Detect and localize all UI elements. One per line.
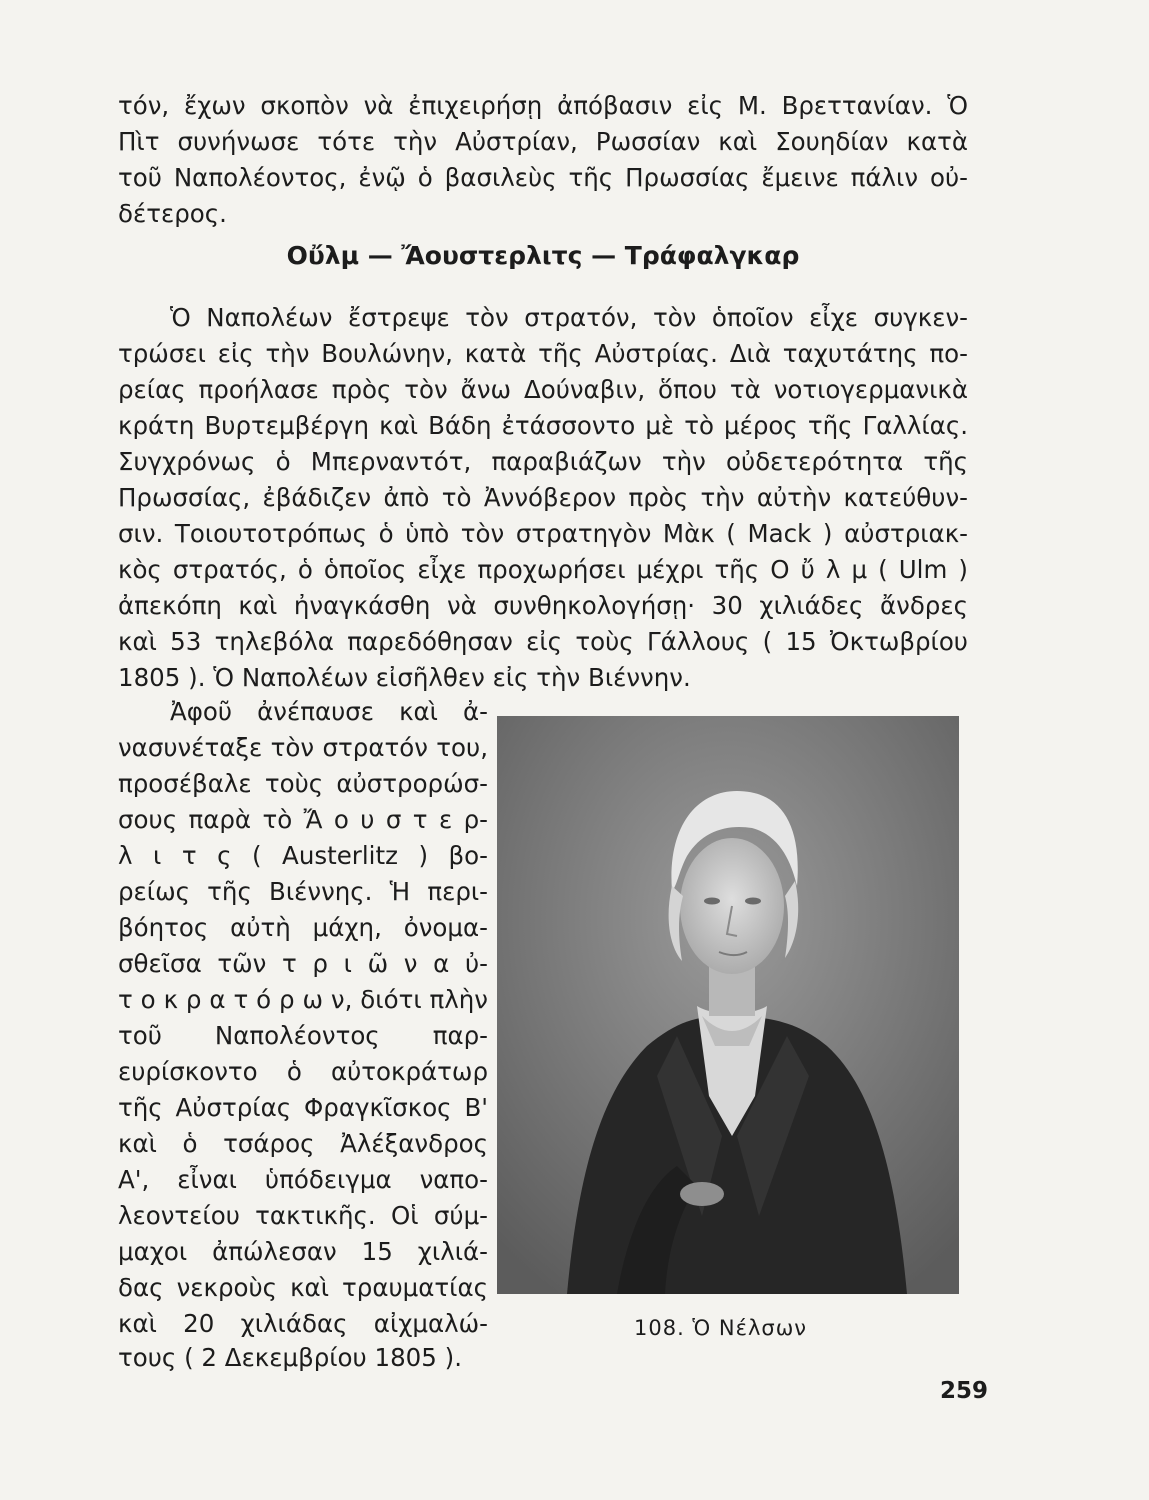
- text-line: Α', εἶναι ὑπόδειγμα ναπο-: [118, 1165, 488, 1194]
- figure-caption: 108. Ὁ Νέλσων: [634, 1316, 808, 1340]
- text-line: λ ι τ ς ( Austerlitz ) βο-: [118, 841, 488, 870]
- text-line: νασυνέταξε τὸν στρατόν του,: [118, 733, 488, 762]
- section-heading: Οὔλμ — Ἄουστερλιτς — Τράφαλγκαρ: [286, 241, 800, 270]
- text-line: ευρίσκοντο ὁ αὐτοκράτωρ: [118, 1057, 488, 1086]
- text-line: δας νεκροὺς καὶ τραυματίας: [118, 1273, 488, 1302]
- text-line: μαχοι ἀπώλεσαν 15 χιλιά-: [118, 1237, 488, 1266]
- text-line: τρώσει εἰς τὴν Βουλώνην, κατὰ τῆς Αὐστρίας. Διὰ ταχυτάτης πο-: [118, 339, 968, 368]
- text-line: τους ( 2 Δεκεμβρίου 1805 ).: [118, 1343, 462, 1372]
- text-line: κράτη Βυρτεμβέργη καὶ Βάδη ἐτάσσοντο μὲ τὸ μέρος τῆς Γαλλίας.: [118, 411, 968, 440]
- text-line: σιν. Τοιουτοτρόπως ὁ ὑπὸ τὸν στρατηγὸν Μὰκ ( Mack ) αὐστριακ-: [118, 519, 968, 548]
- nelson-portrait: [497, 716, 959, 1294]
- text-line: τοῦ Ναπολέοντος, ἐνῷ ὁ βασιλεὺς τῆς Πρωσσίας ἔμεινε πάλιν οὐ-: [118, 163, 968, 192]
- text-line: Πρωσσίας, ἐβάδιζεν ἀπὸ τὸ Ἀννόβερον πρὸς τὴν αὐτὴν κατεύθυν-: [118, 483, 968, 512]
- text-line: λεοντείου τακτικῆς. Οἱ σύμ-: [118, 1201, 488, 1230]
- page-number: 259: [940, 1378, 989, 1404]
- text-line: καὶ 53 τηλεβόλα παρεδόθησαν εἰς τοὺς Γάλλους ( 15 Ὀκτωβρίου: [118, 627, 968, 656]
- text-line: Συγχρόνως ὁ Μπερναντότ, παραβιάζων τὴν οὐδετερότητα τῆς: [118, 447, 968, 476]
- text-line: Πὶτ συνήνωσε τότε τὴν Αὐστρίαν, Ρωσσίαν καὶ Σουηδίαν κατὰ: [118, 127, 968, 156]
- text-line: κὸς στρατός, ὁ ὁποῖος εἶχε προχωρήσει μέχρι τῆς Ο ὔ λ μ ( Ulm ): [118, 555, 968, 584]
- text-line: βόητος αὐτὴ μάχη, ὀνομα-: [118, 913, 488, 942]
- text-line: τῆς Αὐστρίας Φραγκῖσκος Β': [118, 1093, 488, 1122]
- text-line: σους παρὰ τὸ Ἄ ο υ σ τ ε ρ-: [118, 805, 488, 834]
- text-line: τόν, ἔχων σκοπὸν νὰ ἐπιχειρήσῃ ἀπόβασιν εἰς Μ. Βρεττανίαν. Ὁ: [118, 91, 968, 120]
- text-line: Ὁ Ναπολέων ἔστρεψε τὸν στρατόν, τὸν ὁποῖον εἶχε συγκεν-: [170, 303, 968, 332]
- text-line: ρείως τῆς Βιέννης. Ἡ περι-: [118, 877, 488, 906]
- text-line: σθεῖσα τῶν τ ρ ι ῶ ν α ὐ-: [118, 949, 488, 978]
- text-line: τ ο κ ρ α τ ό ρ ω ν, διότι πλὴν: [118, 985, 488, 1014]
- text-line: τοῦ Ναπολέοντος παρ-: [118, 1021, 488, 1050]
- text-line: ἀπεκόπη καὶ ἠναγκάσθη νὰ συνθηκολογήσῃ· 30 χιλιάδες ἄνδρες: [118, 591, 968, 620]
- text-line: ρείας προήλασε πρὸς τὸν ἄνω Δούναβιν, ὅπου τὰ νοτιογερμανικὰ: [118, 375, 968, 404]
- text-line: δέτερος.: [118, 199, 227, 228]
- text-line: καὶ 20 χιλιάδας αἰχμαλώ-: [118, 1309, 488, 1338]
- text-line: 1805 ). Ὁ Ναπολέων εἰσῆλθεν εἰς τὴν Βιέννην.: [118, 663, 691, 692]
- text-line: προσέβαλε τοὺς αὐστρορώσ-: [118, 769, 488, 798]
- text-line: καὶ ὁ τσάρος Ἀλέξανδρος: [118, 1129, 488, 1158]
- text-line: Ἀφοῦ ἀνέπαυσε καὶ ἀ-: [170, 697, 488, 726]
